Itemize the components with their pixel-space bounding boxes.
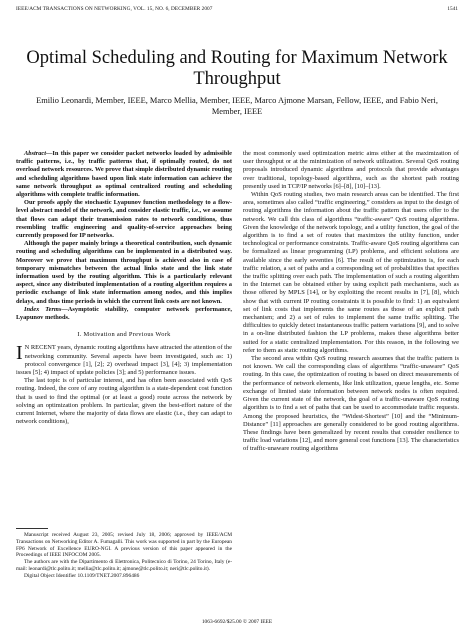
- abstract-paragraph-2: Our proofs apply the stochastic Lyapunov function methodology to a flow-level abstract model of the network, and consider elastic traffic, i.e., we assume that flows can adapt their transmission rates to network conditions, thus resembling traffic engineering and quality-of-service approaches being currently proposed for IP networks.: [16, 199, 232, 240]
- footnote-rule: [16, 528, 48, 529]
- left-column: [16, 150, 232, 427]
- footnote-doi: Digital Object Identifier 10.1109/TNET.2007.896486: [24, 572, 140, 579]
- section-paragraph-2: The last topic is of particular interest, and has often been associated with QoS routing. Indeed, the core of any routing algorithm is a state-dependent cost function that is used to find the optimal (or at least a good) route across the network by solving an optimization problem. In particular, given the best-effort nature of the current Internet, where the majority of data flows are elastic (i.e., they can adapt to network conditions),: [16, 377, 232, 426]
- journal-header: IEEE/ACM TRANSACTIONS ON NETWORKING, VOL. 15, NO. 6, DECEMBER 2007: [16, 6, 213, 12]
- abstract-paragraph-3: Although the paper mainly brings a theoretical contribution, such dynamic routing and scheduling algorithms can be implemented in a distributed way. Moreover we prove that maximum throughput is achieved also in case of temporary mismatches between the actual links state and the link state information used by the routing algorithm. This is a particularly relevant aspect, since any distributed implementation of a routing algorithm requires a periodic exchange of link state information among nodes, and this implies delays, and thus time periods in which the current link costs are not known.: [16, 240, 232, 305]
- paper-title: Optimal Scheduling and Routing for Maximum Network Throughput: [26, 48, 448, 89]
- section-heading: I. Motivation and Previous Work: [77, 331, 171, 339]
- drop-cap: I: [16, 342, 23, 365]
- footnote-manuscript: Manuscript received August 23, 2005; revised July 18, 2006; approved by IEEE/ACM Transactions on Networking Editor A. Fumagalli. This work was supported in part by the European FP6 Network of Excellence EURO-NGI. A previous version of this paper appeared in the Proceedings of IEEE INFOCOM 2005.: [16, 532, 232, 559]
- issn-footer: 1063-6692/$25.00 © 2007 IEEE: [201, 619, 273, 625]
- index-terms-text: Asymptotic stability, computer network performance, Lyapunov methods.: [16, 305, 232, 322]
- abstract-label: Abstract—: [24, 150, 53, 157]
- footnote: [16, 528, 232, 580]
- abstract-paragraph-1: [16, 150, 232, 199]
- abstract: [16, 150, 232, 306]
- right-paragraph-1: the most commonly used optimization metric aims either at the maximization of user throughput or at the minimization of network utilization. Several QoS routing proposals introduced dynamic algorithms and protocols that provide advantages over traditional, topology-based algorithms, such as the shortest path routing presently used in TCP/IP networks [6]–[8], [10]–[13].: [243, 150, 459, 190]
- author-list: Emilio Leonardi, Member, IEEE, Marco Mellia, Member, IEEE, Marco Ajmone Marsan, Fellow, IEEE, and Fabio Neri, Member, IEEE: [36, 96, 438, 116]
- page-number: 1541: [447, 6, 458, 12]
- right-paragraph-3: The second area within QoS routing research assumes that the traffic pattern is not known. We call the corresponding class of algorithms “traffic-unaware” QoS routing. In this case, the optimization of routing is based on direct measurements of the performance of network elements, like link utilization, queue lengths, etc. Some exchange of limited state information between network nodes is often required. Given the current state of the network, the goal of a traffic-unaware QoS routing algorithm is to find a set of paths that can be used to accommodate traffic requests. Among the proposed heuristics, the “Widest-Shortest” [10] and the “Minimum-Distance” [11] approaches are generally considered to be good routing algorithms. These findings have been generalized by recent results that consider resilience to traffic load variations [12], and more general cost functions [13]. The characteristics of traffic-unaware routing algorithms: [243, 355, 459, 453]
- section-text-1: N RECENT years, dynamic routing algorithms have attracted the attention of the networking community. Several aspects have been investigated, such as: 1) protocol convergence [1], [2]; 2) overhead impact [3], [4]; 3) implementation issues [5]; 4) impact of update policies [3]; and 5) performance issues.: [16, 344, 232, 377]
- abstract-text-1: In this paper we consider packet networks loaded by admissible traffic patterns, i.e., by traffic patterns that, if optimally routed, do not overload network resources. We prove that simple distributed dynamic routing and scheduling algorithms based upon link state information can achieve the same network throughput as optimal centralized routing and scheduling algorithms with complete traffic information.: [16, 150, 232, 199]
- running-header: [16, 6, 458, 16]
- right-paragraph-2: Within QoS routing studies, two main research areas can be identified. The first area, sometimes also called “traffic engineering,” considers as input to the design of routing algorithms the information about the traffic pattern that users offer to the network. We call this class of algorithms “traffic-aware” QoS routing algorithms. Given the knowledge of the network topology, and a utility function, the goal of the algorithm is to find a set of routes that maximizes the utility function, under technological or performance constraints. Traffic-aware QoS routing algorithms can be formalized as linear programming (LP) problems, and efficient solutions are available since the early seventies [6]. The result of the optimization is, for each traffic relation, a set of paths and a corresponding set of probabilities that specifies the traffic splitting over each path. The implementation of such a routing algorithm in the Internet can be obtained either by using explicit path mechanisms, such as those offered by MPLS [14], or by exploiting the recent results in [7], [8], which show that with current IP routing constraints it is possible to find: 1) an equivalent set of link costs that implements the same routes as those of an explicit path mechanism; and 2) a set of rules to implement the same traffic splitting. The difficulties to quickly detect instantaneous traffic pattern variations [9], and to solve in a on-line distributed fashion the LP problems, makes these algorithms better suited for a static centralized implementation. For this reason, in the following we refer to them as static routing algorithms.: [243, 191, 459, 354]
- right-column: [243, 150, 459, 454]
- index-terms-label: Index Terms—: [24, 305, 68, 313]
- section-paragraph-1: [16, 344, 232, 377]
- index-terms: [16, 306, 232, 322]
- footnote-affiliation: The authors are with the Dipartimento di Elettronica, Politecnico di Torino, 24 Torino, Italy (e-mail: leonardi@tlc.polito.it; mellia@tlc.polito.it; ajmone@tlc.polito.it; neri@tlc.polito.it).: [16, 559, 232, 572]
